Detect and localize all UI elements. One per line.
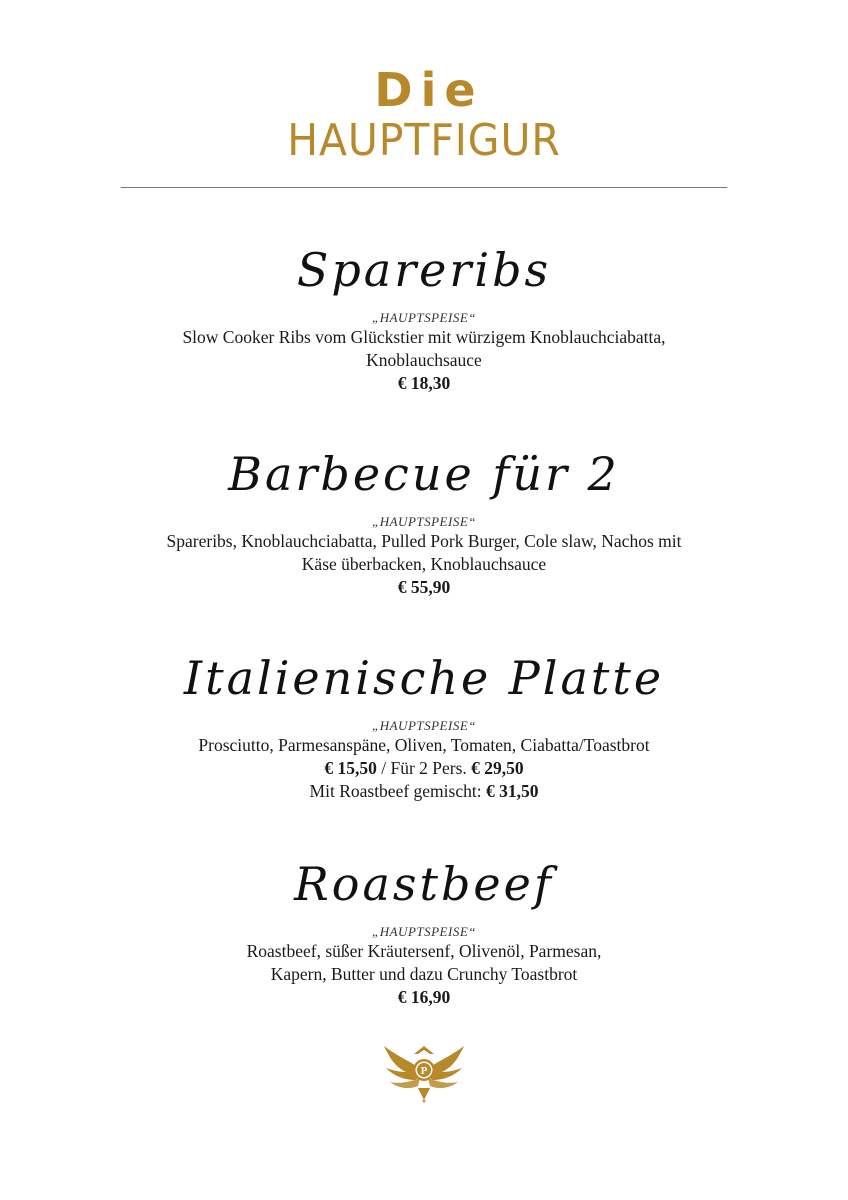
svg-text:P: P (420, 1065, 428, 1077)
dish-description-line: Käse überbacken, Knoblauchsauce (301, 554, 547, 574)
dish-category: „HAUPTSPEISE“ (372, 514, 476, 529)
dish-description-line: Spareribs, Knoblauchciabatta, Pulled Pork Burger, Cole slaw, Nachos mit (166, 531, 682, 551)
dish-price: € 55,90 (397, 577, 451, 597)
dish-price: € 16,90 (397, 987, 451, 1007)
dish-italienische-platte (0, 642, 848, 803)
dish-title: Roastbeef (294, 857, 554, 911)
dish-price-line (0, 757, 848, 780)
dish-category: „HAUPTSPEISE“ (372, 924, 476, 939)
eagle-emblem-icon (382, 1040, 466, 1104)
dish-description-line: Roastbeef, süßer Kräutersenf, Olivenöl, Parmesan, (246, 941, 602, 961)
header-divider (121, 187, 727, 188)
dish-description-line: Prosciutto, Parmesanspäne, Oliven, Tomaten, Ciabatta/Toastbrot (198, 735, 650, 755)
dish-price: € 15,50 (324, 758, 377, 778)
dish-price-for-two: € 29,50 (471, 758, 524, 778)
dish-title: Barbecue für 2 (228, 447, 620, 501)
dish-price: € 18,30 (397, 373, 451, 393)
extra-label: Mit Roastbeef gemischt: (309, 781, 486, 801)
extra-price: € 31,50 (485, 781, 539, 801)
svg-text:★: ★ (421, 1099, 427, 1104)
header (0, 62, 848, 164)
dish-category: „HAUPTSPEISE“ (372, 718, 476, 733)
brand-top: Die (374, 63, 484, 117)
dish-spareribs (0, 234, 848, 395)
dish-roastbeef (0, 848, 848, 1009)
dish-title: Italienische Platte (183, 651, 665, 705)
dish-category: „HAUPTSPEISE“ (372, 310, 476, 325)
dish-description-line: Knoblauchsauce (366, 350, 482, 370)
brand-main: HAUPTFIGUR (287, 115, 561, 166)
dish-description-line: Kapern, Butter und dazu Crunchy Toastbrot (270, 964, 578, 984)
dish-description-line: Slow Cooker Ribs vom Glückstier mit würzigem Knoblauchciabatta, (182, 327, 666, 347)
dish-extra-line (0, 780, 848, 803)
dish-title: Spareribs (296, 243, 552, 297)
dish-barbecue (0, 438, 848, 599)
price-separator: / Für 2 Pers. (376, 758, 472, 778)
